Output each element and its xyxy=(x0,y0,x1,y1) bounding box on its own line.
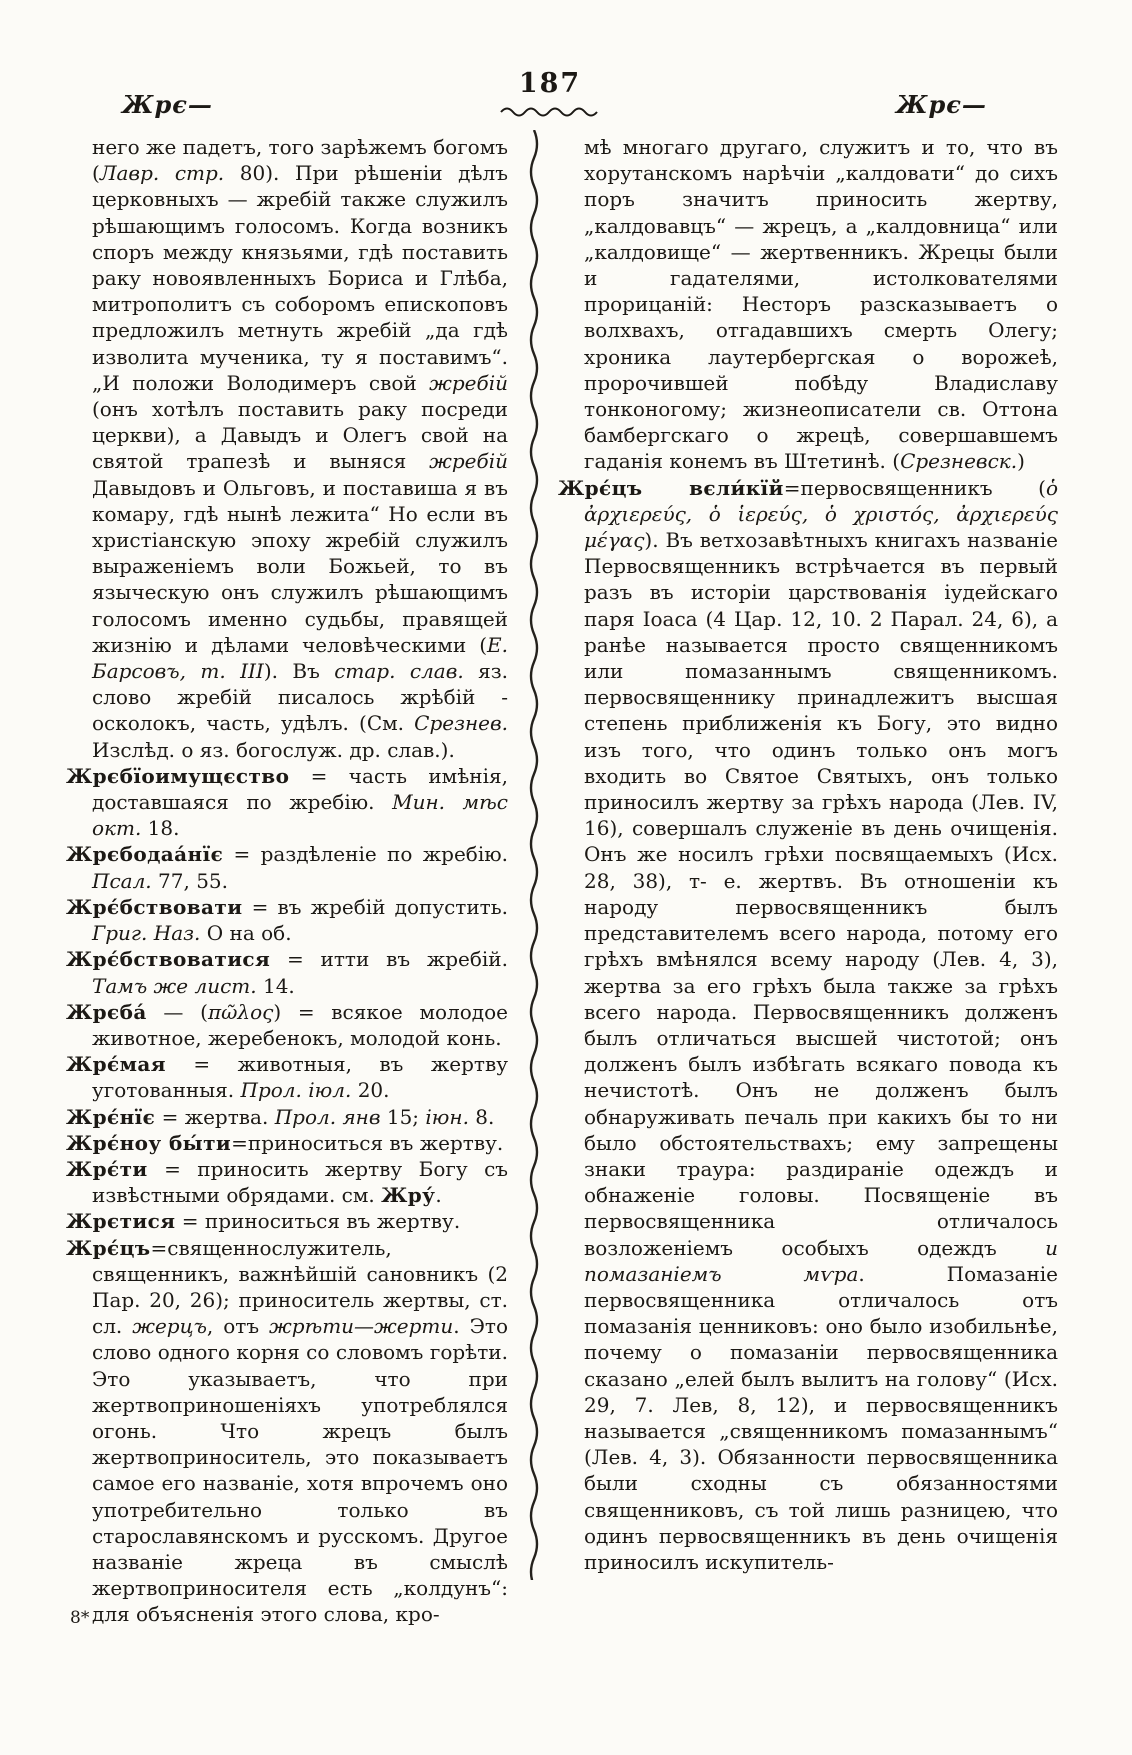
text-run: = приноситься въ жертву. xyxy=(175,1209,461,1234)
text-run: 20. xyxy=(351,1078,390,1103)
paragraph xyxy=(558,134,1058,475)
text-run: 77, 55. xyxy=(151,868,228,893)
text-run: ) = всякое молодое животное, жеребенокъ, молодой конь. xyxy=(92,999,508,1050)
headword: Жрє́бствоватися xyxy=(66,947,271,972)
dictionary-entry xyxy=(66,841,508,893)
text-run: жрѣти—жерти xyxy=(269,1314,454,1339)
text-run: жребій xyxy=(429,449,508,474)
text-run: ) xyxy=(1017,449,1025,474)
text-run: О на об. xyxy=(200,921,292,946)
dictionary-entry xyxy=(66,763,508,842)
text-run: 80). При рѣшеніи дѣлъ церковныхъ — жребій также служилъ рѣшающимъ голосомъ. Когда возникъ споръ между князьями, гдѣ поставить раку новоявленныхъ Бориса и Глѣба, митрополитъ съ соборомъ епископовъ предложилъ метнуть жребій „да гдѣ изволита мученика, ту я поставимъ“. „И положи Володимеръ свой xyxy=(92,161,508,395)
text-run: Лавр. стр. xyxy=(99,161,225,186)
headword: Жрєтися xyxy=(66,1209,176,1234)
text-run: Срезневск. xyxy=(900,449,1018,474)
footer-signature-mark: 8* xyxy=(70,1608,90,1628)
text-run: 18. xyxy=(141,816,180,841)
running-head-left: Жрє— xyxy=(122,90,213,119)
headword: Жрє́цъ xyxy=(66,1235,151,1260)
text-run: Мин. мѣс окт. xyxy=(92,790,508,841)
text-run: Григ. Наз. xyxy=(92,921,201,946)
headword: Жрє́мая xyxy=(66,1052,166,1077)
text-run: мѣ многаго другаго, служитъ и то, что въ хорутанскомъ нарѣчіи „калдовати“ до сихъ поръ значитъ приносить жертву, „калдовавцъ“ — жрецъ, а „калдовница“ или „калдовище“ — жертвенникъ. Жрецы были и гадателями, истолкователями прорицаній: Несторъ разсказываетъ о волхвахъ, отгадавшихъ смерть Олегу; хроника лаутербергская о ворожеѣ, пророчившей побѣду Владиславу тонконогому; жизнеописатели св. Оттона бамбергскаго о жрецѣ, совершавшемъ гаданія конемъ въ Штетинѣ. ( xyxy=(584,135,1058,474)
text-run: яз. слово жребій писалось жрѣбій - осколокъ, часть, удѣлъ. (См. xyxy=(92,659,509,736)
headword: Жрє́ноу бы́ти xyxy=(66,1130,232,1155)
text-run: πῶλος xyxy=(207,999,274,1024)
text-run: = въ жребій допустить. xyxy=(242,894,508,919)
text-run: ὁ ἀρχιερεύς, ὁ ἱερεύς, ὁ χριστός, ἀρχιερεύς μέγας xyxy=(584,475,1058,553)
dictionary-entry xyxy=(66,1156,508,1208)
dictionary-entry xyxy=(558,475,1058,1576)
text-run: Срезнев. xyxy=(414,711,508,736)
text-run: =первосвященникъ ( xyxy=(783,475,1046,500)
dictionary-entry xyxy=(66,1235,508,1628)
text-run: =священнослужитель, священникъ, важнѣйшій сановникъ (2 Пар. 20, 26); приноситель жертвы, ст. сл. xyxy=(92,1235,508,1339)
text-run: 14. xyxy=(256,973,295,998)
text-run: = итти въ жребій. xyxy=(270,947,508,972)
text-run: Тамъ же лист. xyxy=(92,973,257,998)
page-number: 187 xyxy=(518,68,582,99)
headword: Жрєбодаа́нїє xyxy=(66,842,224,867)
dictionary-entry xyxy=(66,1208,508,1234)
dictionary-entry xyxy=(66,1130,508,1156)
text-run: = раздѣленіе по жребію. xyxy=(223,842,508,867)
text-run: Псал. xyxy=(92,868,152,893)
text-run: ). Въ ветхозавѣтныхъ книгахъ названіе Первосвященникъ встрѣчается въ первый разъ въ исторіи царствованія іудейскаго паря Іоаса (4 Цар. 12, 10. 2 Парал. 24, 6), а ранѣе называется просто священникомъ или помазаннымъ священникомъ. первосвященнику принадлежитъ высшая степень приближенія къ Богу, это видно изъ того, что одинъ только онъ могъ входить во Святое Святыхъ, онъ только приносилъ жертву за грѣхъ народа (Лев. IV, 16), совершалъ служеніе въ день очищенія. Онъ же носилъ грѣхи посвящаемыхъ (Исх. 28, 38), т- е. жертвъ. Въ отношеніи къ народу первосвященникъ былъ представителемъ всего народа, потому его грѣхъ вмѣнялся всему народу (Лев. 4, 3), жертва за его грѣхъ была также за грѣхъ всего народа. Первосвященникъ долженъ былъ отличаться высшей чистотой; онъ долженъ былъ избѣгать всякаго повода къ нечистотѣ. Онъ не долженъ былъ обнаруживать печаль при какихъ бы то ни было обстоятельствахъ; ему запрещены знаки траура: раздираніе одеждъ и обнаженіе головы. Посвященіе въ первосвященника отличалось возложеніемъ особыхъ одеждъ xyxy=(584,528,1058,1260)
text-run: 8. xyxy=(468,1104,495,1129)
text-run: Давыдовъ и Ольговъ, и поставиша я въ комару, гдѣ нынѣ лежита“ Но если въ христіанскую эпоху жребій служилъ выраженіемъ воли Божьей, то въ языческую онъ служилъ рѣшающимъ голосомъ именно судьбы, правящей жизнію и дѣлами человѣческими ( xyxy=(92,475,508,657)
text-run: . Помазаніе первосвященника отличалось отъ помазанія ценниковъ: оно было изобильнѣе, почему о помазаніи первосвященника сказано „елей былъ вылитъ на голову“ (Исх. 29, 7. Лев, 8, 12), и первосвященникъ называется „священникомъ помазаннымъ“ (Лев. 4, 3). Обязанности первосвященника были сходны съ обязанностями священниковъ, съ той лишь разницею, что одинъ первосвященникъ въ день очищенія приносилъ искупитель- xyxy=(584,1261,1059,1574)
text-run: жерцъ xyxy=(132,1314,207,1339)
column-right xyxy=(558,134,1058,1575)
headword: Жрєбїоимущєство xyxy=(66,763,290,788)
headword: Жрє́нїє xyxy=(66,1104,156,1129)
text-run: = жертва. xyxy=(155,1104,275,1129)
dictionary-entry xyxy=(66,1104,508,1130)
text-run: стар. слав. xyxy=(334,659,464,684)
text-run: него же падетъ, того зарѣжемъ богомъ ( xyxy=(92,135,508,186)
text-run: (онъ хотѣлъ поставить раку посреди церкви), а Давыдъ и Олегъ свой на святой трапезѣ и выняся xyxy=(92,397,508,474)
paragraph xyxy=(66,134,508,763)
running-head-right: Жрє— xyxy=(896,90,987,119)
text-run: 15; xyxy=(380,1104,426,1129)
text-run: Е. Барсовъ, т. III xyxy=(92,632,508,684)
headword: Жрє́бствовати xyxy=(66,894,243,919)
text-run: Прол. іюл. xyxy=(240,1078,352,1103)
text-run: = животныя, въ жертву уготованныя. xyxy=(92,1052,508,1103)
headword: Жрє́ти xyxy=(66,1156,148,1181)
headword: Жру́ xyxy=(381,1183,436,1208)
dictionary-entry xyxy=(66,1051,508,1103)
text-run: . xyxy=(435,1183,442,1208)
text-run: Прол. янв xyxy=(274,1104,381,1129)
text-run: . Это слово одного корня со словомъ горѣти. Это указываетъ, что при жертвоприношеніяхъ употреблялся огонь. Что жрецъ былъ жертвоприноситель, это показываетъ самое его названіе, хотя впрочемъ оно употребительно только въ старославянскомъ и русскомъ. Другое названіе жреца въ смыслѣ жертвоприносителя есть „колдунъ“: для объясненія этого слова, кро- xyxy=(92,1314,509,1627)
column-left xyxy=(66,134,508,1628)
text-run: іюн. xyxy=(425,1104,469,1129)
dictionary-entry xyxy=(66,946,508,998)
text-run: и помазаніемъ мѵра xyxy=(584,1235,1058,1286)
text-run: Изслѣд. о яз. богослуж. др. слав.). xyxy=(92,737,455,762)
text-run: ). Въ xyxy=(263,659,335,684)
text-run: = часть имѣнія, доставшаяся по жребію. xyxy=(92,763,508,815)
text-run: — ( xyxy=(146,999,208,1024)
dictionary-entry xyxy=(66,999,508,1051)
text-run: , отъ xyxy=(206,1314,270,1339)
headword: Жрєба́ xyxy=(66,999,147,1024)
dictionary-entry xyxy=(66,894,508,946)
squiggle-rule-icon xyxy=(498,104,608,118)
text-run: = приносить жертву Богу съ извѣстными обрядами. см. xyxy=(92,1156,508,1208)
text-run: =приноситься въ жертву. xyxy=(231,1130,504,1155)
text-run: жребій xyxy=(429,370,508,395)
headword: Жрє́цъ вєли́кїй xyxy=(558,475,784,500)
column-divider xyxy=(526,130,542,1580)
